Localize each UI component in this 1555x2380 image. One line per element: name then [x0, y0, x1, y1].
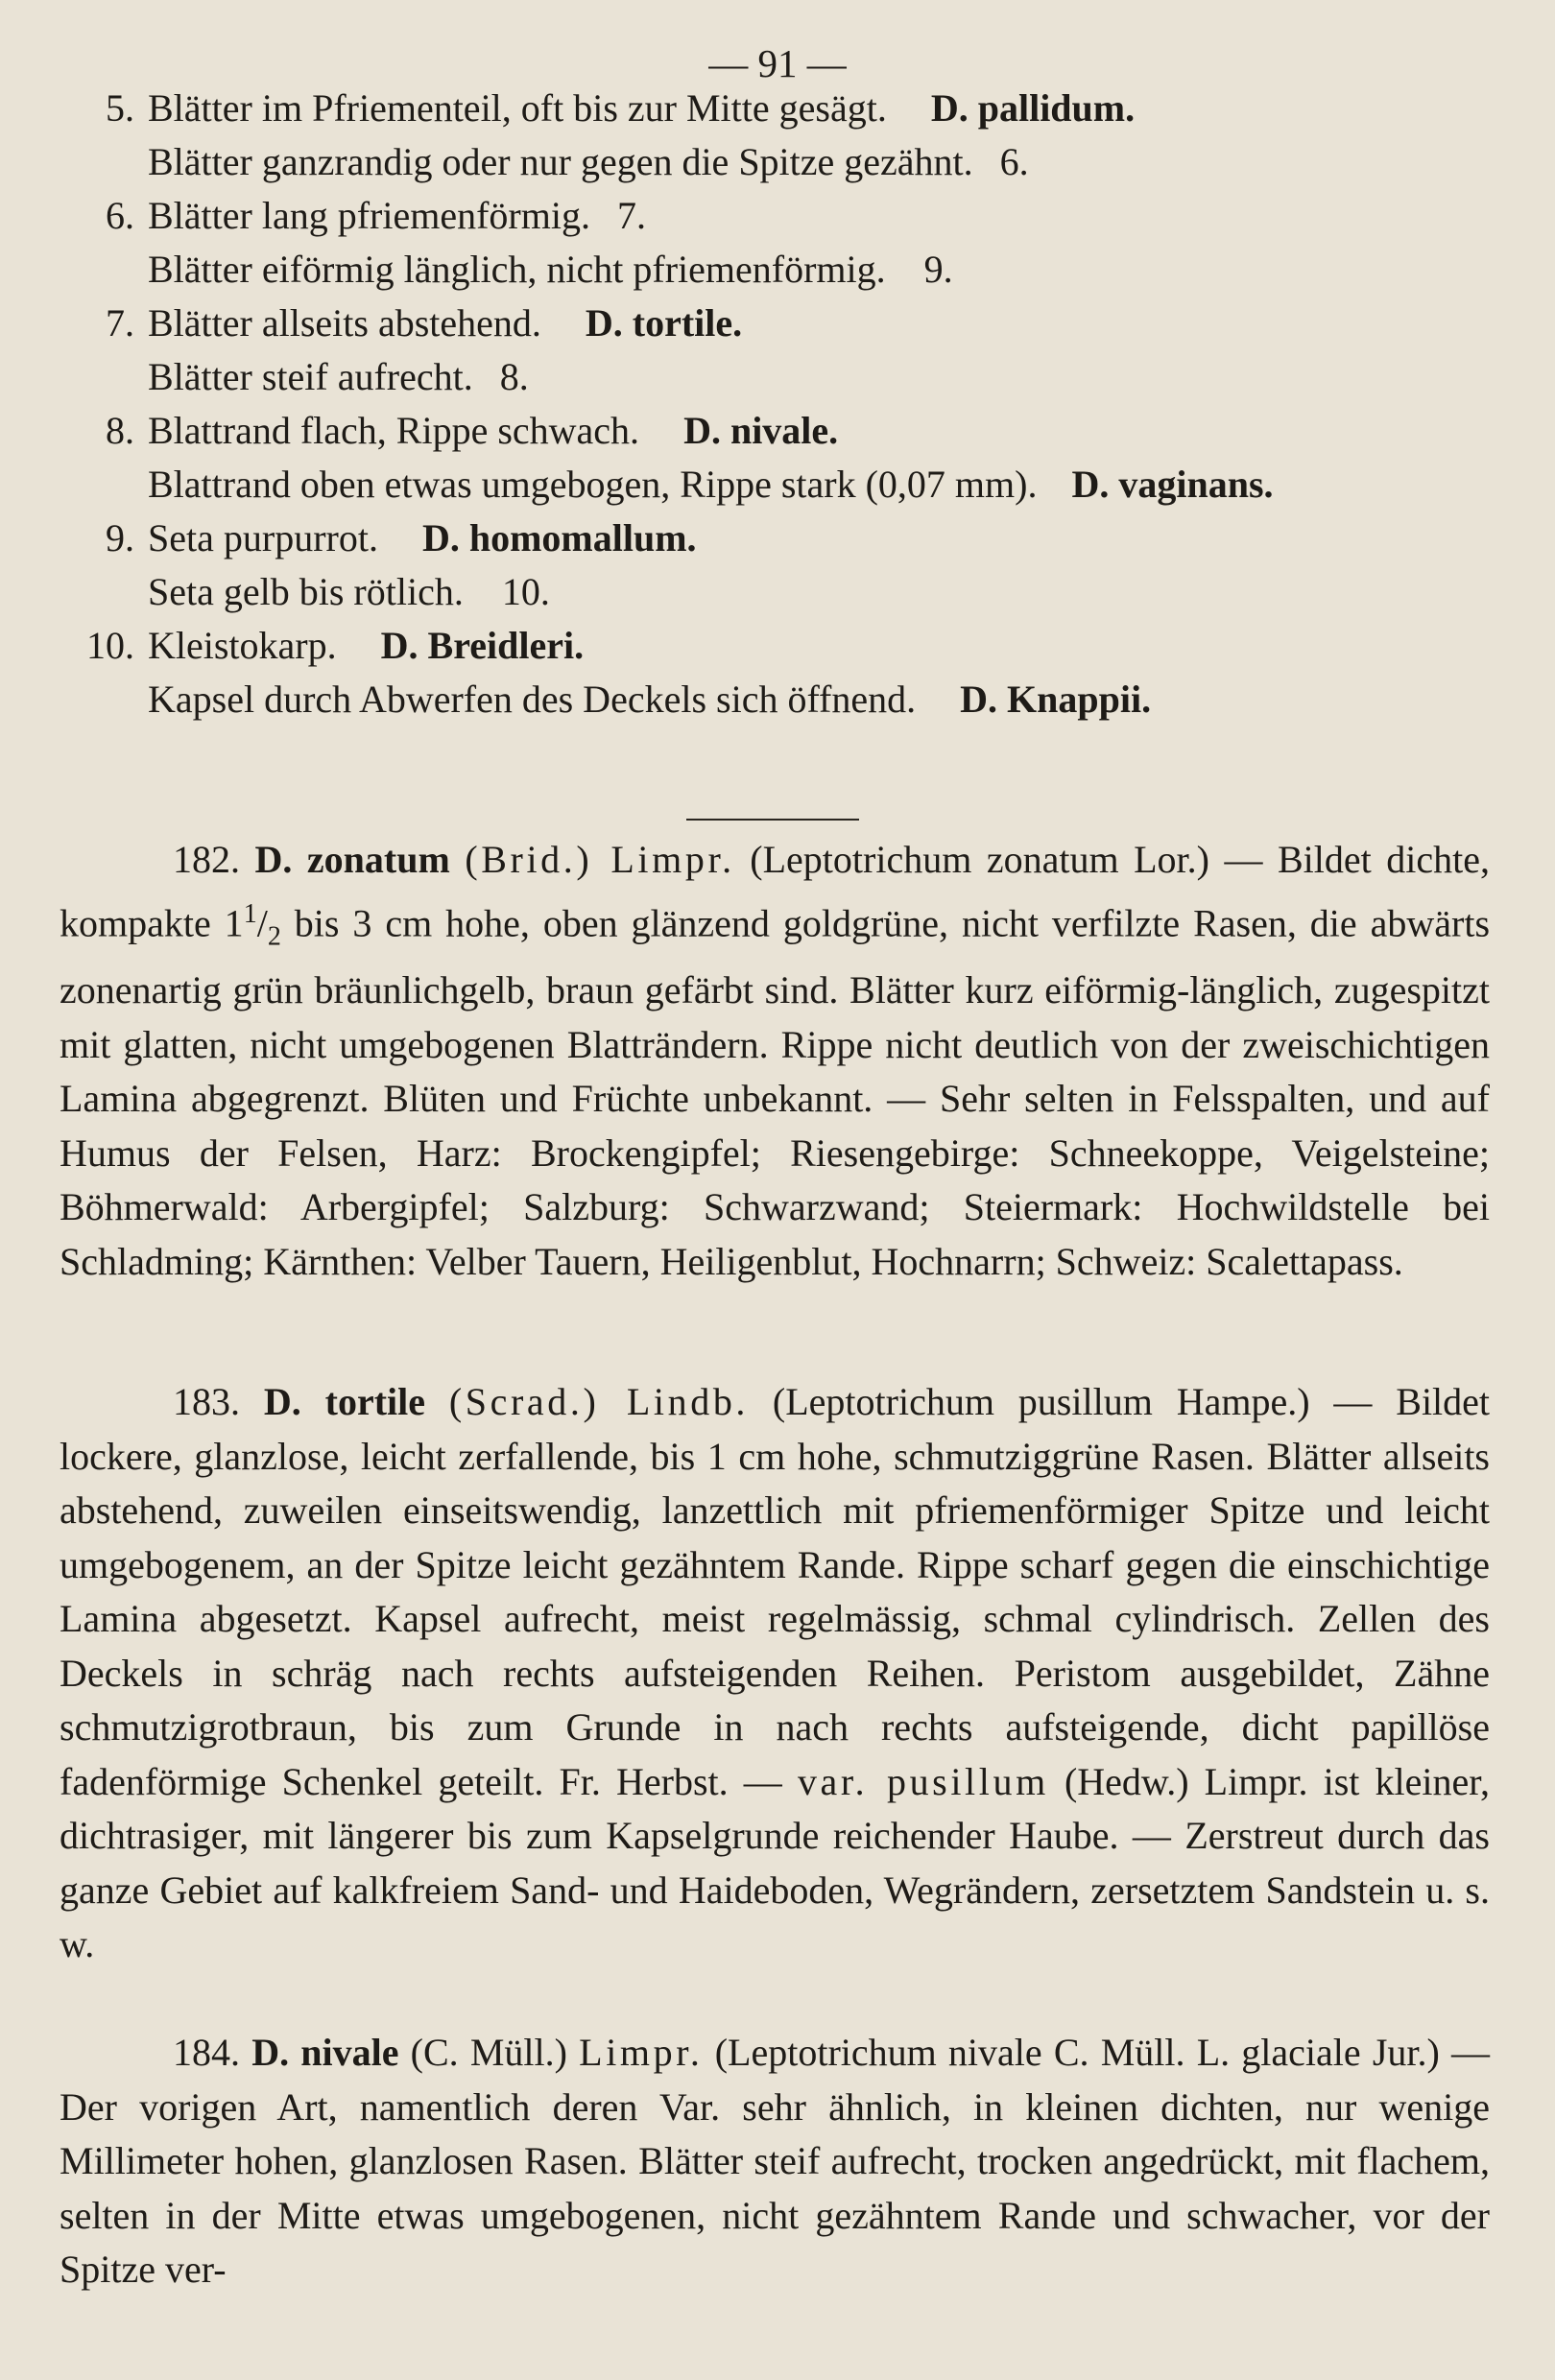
species-entry-183: 183. D. tortile (Scrad.) Lindb. (Leptotrichum pusillum Hampe.) — Bildet lockere, glanzlose, leicht zerfallende, bis 1 cm hohe, schmutziggrüne Rasen. Blätter allseits abstehend, zuweilen einseitswendig, lanzettlich mit pfriemenförmiger Spitze und leicht umgebogenem, an der Spitze leicht gezähntem Rande. Rippe scharf gegen die einschichtige Lamina abgesetzt. Kapsel aufrecht, meist regelmässig, schmal cylindrisch. Zellen des Deckels in schräg nach rechts aufsteigenden Reihen. Peristom ausgebildet, Zähne schmutzigrotbraun, bis zum Grunde in nach rechts aufsteigende, dicht papillöse fadenförmige Schenkel geteilt. Fr. Herbst. — var. pusillum (Hedw.) Limpr. ist kleiner, dichtrasiger, mit längerer bis zum Kapselgrunde reichender Haube. — Zerstreut durch das ganze Gebiet auf kalkfreiem Sand- und Haideboden, Wegrändern, zersetztem Sandstein u. s. w.	[60, 1380, 1491, 1965]
key-line: 7. Blätter allseits abstehend. D. tortile.	[106, 301, 743, 345]
key-line: Blätter eiförmig länglich, nicht pfriemenförmig. 9.	[148, 248, 953, 291]
key-line: 5. Blätter im Pfriementeil, oft bis zur Mitte gesägt. D. pallidum.	[106, 86, 1136, 130]
taxon-name: D. pallidum.	[930, 86, 1136, 130]
taxon-name: D. tortile	[263, 1380, 426, 1423]
key-line: Blätter steif aufrecht. 8.	[148, 355, 529, 398]
taxon-name: D. vaginans.	[1071, 463, 1274, 506]
taxon-name: D. nivale	[251, 2031, 399, 2074]
taxon-name: D. homomallum.	[421, 516, 697, 559]
key-line: Blattrand oben etwas umgebogen, Rippe stark (0,07 mm). D. vaginans.	[148, 463, 1274, 506]
key-line: 6. Blätter lang pfriemenförmig. 7.	[106, 194, 646, 237]
taxon-name: D. Breidleri.	[380, 624, 585, 667]
taxon-name: D. nivale.	[683, 409, 839, 452]
key-line: Blätter ganzrandig oder nur gegen die Spitze gezähnt. 6.	[148, 140, 1029, 183]
taxon-name: D. tortile.	[585, 301, 743, 345]
section-divider	[686, 819, 859, 821]
key-line: Kapsel durch Abwerfen des Deckels sich öffnend. D. Knappii.	[148, 678, 1152, 721]
key-line: 8. Blattrand flach, Rippe schwach. D. nivale.	[106, 409, 839, 452]
key-line: Seta gelb bis rötlich. 10.	[148, 570, 550, 613]
key-line: 10. Kleistokarp. D. Breidleri.	[86, 624, 585, 667]
page-number: — 91 —	[708, 41, 847, 85]
species-entry-184: 184. D. nivale (C. Müll.) Limpr. (Leptotrichum nivale C. Müll. L. glaciale Jur.) — Der vorigen Art, namentlich deren Var. sehr ähnlich, in kleinen dichten, nur wenige Millimeter hohen, glanzlosen Rasen. Blätter steif aufrecht, trocken angedrückt, mit flachem, selten in der Mitte etwas umgebogenen, nicht gezähntem Rande und schwacher, vor der Spitze ver-	[60, 2031, 1491, 2291]
key-line: 9. Seta purpurrot. D. homomallum.	[106, 516, 697, 559]
taxon-name: D. zonatum	[254, 838, 450, 881]
species-entry-182: 182. D. zonatum (Brid.) Limpr. (Leptotrichum zonatum Lor.) — Bildet dichte, kompakte $1^1/_2$ bis 3 cm hohe, oben glänzend goldgrüne, nicht verfilzte Rasen, die abwärts zonenartig grün bräunlichgelb, braun gefärbt sind. Blätter kurz eiförmig-länglich, zugespitzt mit glatten, nicht umgebogenen Blatträndern. Rippe nicht deutlich von der zweischichtigen Lamina abgegrenzt. Blüten und Früchte unbekannt. — Sehr selten in Felsspalten, und auf Humus der Felsen, Harz: Brockengipfel; Riesengebirge: Schneekoppe, Veigelsteine; Böhmerwald: Arbergipfel; Salzburg: Schwarzwand; Steiermark: Hochwildstelle bei Schladming; Kärnthen: Velber Tauern, Heiligenblut, Hochnarrn; Schweiz: Scalettapass.	[60, 838, 1491, 1283]
taxon-name: D. Knappii.	[960, 678, 1152, 721]
